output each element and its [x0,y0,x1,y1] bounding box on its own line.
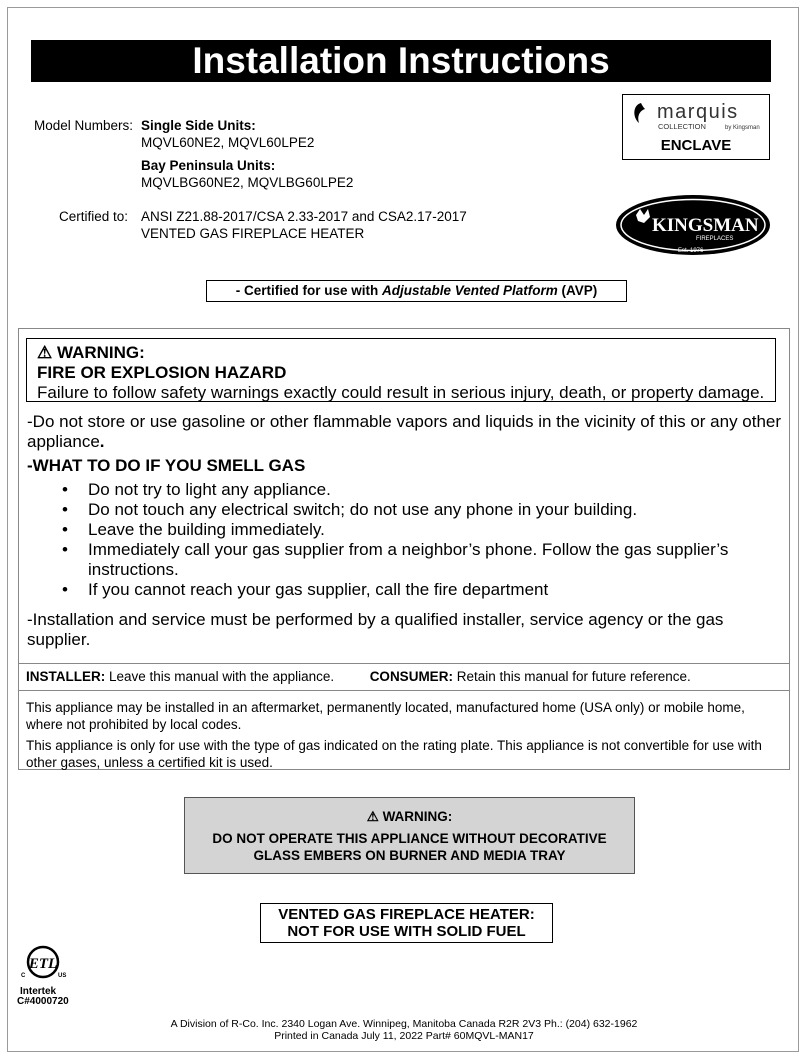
etl-certificate-number: C#4000720 [17,996,69,1007]
gas-type-note: This appliance is only for use with the type of gas indicated on the rating plate. This appliance is not convertible for use with other gases, unless a certified kit is used. [26,738,762,770]
consumer-label: CONSUMER: [369,669,453,684]
marquis-brand-text: marquis [657,101,739,123]
avp-italic: Adjustable Vented Platform [381,283,558,298]
bullet-icon: • [62,500,68,519]
list-item: • If you cannot reach your gas supplier, call the fire department [62,580,549,599]
kingsman-brand-text: KINGSMAN [652,215,759,236]
marquis-flame-icon [634,103,645,123]
smell-gas-heading: -WHAT TO DO IF YOU SMELL GAS [27,456,306,475]
marquis-by-text: by Kingsman [725,125,760,131]
etl-us-text: US [58,973,67,979]
certification-standards: ANSI Z21.88-2017/CSA 2.33-2017 and CSA2.17-2017 [141,209,467,224]
certification-block [141,208,467,242]
gasoline-text: -Do not store or use gasoline or other flammable vapors and liquids in the vicinity of this or any other appliance [27,412,782,451]
solid-fuel-line2: NOT FOR USE WITH SOLID FUEL [287,923,526,940]
hazard-text: Failure to follow safety warnings exactly could result in serious injury, death, or property damage. [37,383,765,402]
gasoline-warning [27,412,787,452]
certification-type: VENTED GAS FIREPLACE HEATER [141,226,365,241]
intertek-text: Intertek [20,986,57,997]
footer-address: A Division of R-Co. Inc. 2340 Logan Ave. Winnipeg, Manitoba Canada R2R 2V3 Ph.: (204) 632-1962 [170,1018,638,1030]
solid-fuel-line1: VENTED GAS FIREPLACE HEATER: [278,906,535,923]
hazard-title: FIRE OR EXPLOSION HAZARD [37,363,287,382]
model-numbers-label: Model Numbers: [34,118,134,133]
warning2-heading-text: WARNING: [382,809,453,824]
marquis-collection-text: COLLECTION [658,122,706,131]
divider [18,690,790,691]
list-item: • Do not try to light any appliance. [62,480,331,499]
gasoline-period: . [99,432,105,451]
warning2-heading [185,809,634,825]
certified-label: Certified to: [59,209,129,224]
fire-hazard-warning-box [26,338,776,402]
consumer-text: Retain this manual for future reference. [452,669,691,684]
bullet-icon: • [62,520,68,539]
decorative-glass-warning-box [184,797,635,874]
etl-c-text: C [21,973,26,979]
bay-peninsula-heading: Bay Peninsula Units: [141,158,276,173]
single-side-models: MQVL60NE2, MQVL60LPE2 [141,135,315,150]
avp-suffix: (AVP) [557,283,598,298]
warning-triangle-icon: ⚠ [37,343,53,362]
warning-heading-text: WARNING: [56,343,145,362]
warning2-line2: GLASS EMBERS ON BURNER AND MEDIA TRAY [253,848,566,863]
list-item: • Leave the building immediately. [62,520,325,539]
marquis-logo [629,99,763,133]
installer-text: Leave this manual with the appliance. [105,669,335,684]
single-side-heading: Single Side Units: [141,118,256,133]
warning-heading [37,343,145,363]
avp-certification-box [206,280,627,302]
smell-gas-list [62,480,762,600]
bullet-icon: • [62,540,68,559]
warning-triangle-icon: ⚠ [366,809,379,824]
avp-prefix: - Certified for use with [235,283,382,298]
divider [18,663,790,664]
manufactured-home-note: This appliance may be installed in an aftermarket, permanently located, manufactured home (USA only) or mobile home, where not prohibited by local codes. [26,700,745,732]
warning2-line1: DO NOT OPERATE THIS APPLIANCE WITHOUT DECORATIVE [212,831,607,846]
list-item: • Immediately call your gas supplier from a neighbor’s phone. Follow the gas supplier’s instructions. [62,540,729,579]
kingsman-est-text: Est. 1976 [678,248,704,254]
model-numbers-block [141,117,353,191]
bay-peninsula-models: MQVLBG60NE2, MQVLBG60LPE2 [141,175,354,190]
footer-print-info: Printed in Canada July 11, 2022 Part# 60MQVL-MAN17 [274,1030,534,1042]
etl-mark-text: ETL [28,956,58,972]
solid-fuel-notice [260,903,553,943]
installer-consumer-line [26,669,786,684]
list-item: • Do not touch any electrical switch; do not use any phone in your building. [62,500,638,519]
kingsman-logo [614,193,772,257]
installer-label: INSTALLER: [26,669,106,684]
page-title: Installation Instructions [31,40,771,82]
bullet-icon: • [62,580,68,599]
bullet-icon: • [62,480,68,499]
marquis-logo-box [622,94,770,160]
product-name: ENCLAVE [660,137,732,154]
kingsman-sub-text: FIREPLACES [696,236,734,242]
installation-service-note: -Installation and service must be performed by a qualified installer, service agency or the gas supplier. [27,610,724,649]
